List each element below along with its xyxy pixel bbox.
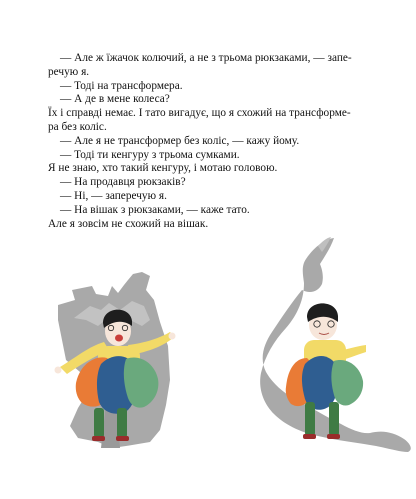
story-line: ра без коліс. [48,120,107,133]
boy-right-leg [305,402,315,436]
story-line: — На продавця рюкзаків? [60,176,186,189]
story-line: — Але ж їжачок колючий, а не з трьома рюкзаками, — запе- [60,52,352,64]
hand-icon [55,367,62,374]
boy-left-leg [94,408,104,438]
story-line: Їх і справді немає. І тато вигадує, що я схожий на трансформе- [48,107,351,120]
story-line: — Але я не трансформер без коліс, — кажу йому. [60,134,300,147]
story-line: — Тоді ти кенгуру з трьома сумками. [60,148,240,161]
story-line: Але я зовсім не схожий на вішак. [48,217,209,230]
story-line: Я не знаю, хто такий кенгуру, і мотаю головою. [48,162,278,175]
shoe-icon [327,434,340,439]
story-line: — Тоді на трансформера. [60,79,183,92]
story-line: речую я. [48,65,90,78]
story-line: — А де в мене колеса? [60,93,170,106]
boy-left-leg [117,408,127,438]
green-backpack-right [331,360,363,405]
story-line: — На вішак з рюкзаками, — каже тато. [60,203,250,216]
coat-rack-shadow-illustration [55,272,176,448]
kangaroo-shadow-illustration [260,237,411,452]
shoe-icon [303,434,316,439]
shoe-icon [116,436,129,441]
shoe-icon [92,436,105,441]
hand-icon [169,333,176,340]
story-line: — Ні, — заперечую я. [60,189,167,202]
boy-right-leg [329,402,339,436]
boy-left-mouth [115,335,123,342]
